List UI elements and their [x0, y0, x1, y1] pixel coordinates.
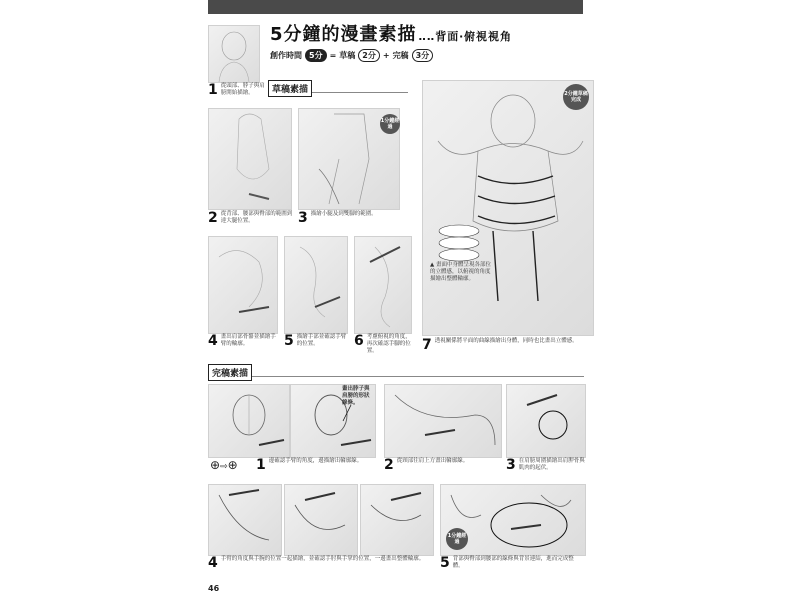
two-minute-badge: 2分鐘草稿完成 [563, 84, 589, 110]
final-time: 3分 [412, 49, 434, 62]
title-subtitle: ‥‥背面‧俯視視角 [418, 30, 513, 43]
final-photo-5 [208, 484, 282, 556]
final-photo-6 [284, 484, 358, 556]
step-number: 7 [422, 337, 432, 353]
draft-time-label: 草稿 [339, 51, 356, 60]
equals-sign: = [329, 51, 337, 60]
step-text: 從頭部、脖子與肩膀開始描繪。 [220, 83, 265, 96]
top-bar [208, 0, 583, 14]
step-text: 描繪手部並確認手臂的位置。 [296, 334, 347, 347]
total-time: 5分 [305, 49, 327, 62]
step-number: 1 [256, 457, 266, 473]
title-main: 5分鐘的漫畫素描 [270, 24, 417, 45]
head-symbols [210, 458, 238, 472]
draft-step-7 [422, 338, 594, 352]
step-text: 背部與臀部到腰部的線條與背景連結，進而完成整體。 [452, 556, 574, 569]
step-number: 2 [208, 210, 218, 226]
draft-step-6 [354, 334, 416, 355]
step-number: 5 [284, 333, 294, 349]
plus-sign: + [382, 51, 390, 60]
step-text: 描繪小腿及到雙腳的範圍。 [310, 211, 377, 217]
step-number: 6 [354, 333, 364, 349]
draft-note: ▲ 畫面中身體呈現各部位的立體感，以俯視的角度描繪出整體輪廓。 [430, 262, 491, 282]
draft-section-label: 草稿素描 [268, 80, 312, 97]
draft-step-3 [298, 211, 402, 225]
step-number: 5 [440, 555, 450, 571]
final-step-5 [440, 556, 584, 570]
step-text: 在肩膀周圍描繪出肩胛骨與肌肉的起伏。 [518, 458, 585, 471]
one-minute-badge: 1分鐘經過 [380, 114, 400, 134]
step-text: 從頸部往肩上方畫出輪廓線。 [396, 458, 469, 464]
draft-photo-2 [208, 108, 292, 210]
step-number: 2 [384, 457, 394, 473]
time-label: 創作時間 [270, 51, 302, 60]
step-text: 手臂的角度與手腕的位置一起描繪，並確認手肘與手掌的位置，一邊畫出整體輪廓。 [220, 556, 425, 562]
final-step-3 [506, 458, 586, 472]
draft-step-5 [284, 334, 350, 348]
final-step-2 [384, 458, 494, 472]
draft-step-1 [208, 83, 268, 97]
final-one-minute-badge: 1分鐘經過 [446, 528, 468, 550]
step-number: 3 [506, 457, 516, 473]
draft-time: 2分 [358, 49, 380, 62]
draft-photo-4 [208, 236, 278, 334]
step-text: 考慮俯視的角度，再次確認手腳的位置。 [366, 334, 411, 354]
step-number: 4 [208, 333, 218, 349]
step-number: 1 [208, 82, 218, 98]
step-text: 透視關係將平面的曲線描繪出身體，同時也比畫出立體感。 [434, 338, 578, 344]
final-section-label: 完稿素描 [208, 364, 252, 381]
page-title [270, 20, 512, 46]
draft-photo-7 [422, 80, 594, 336]
final-photo-7 [360, 484, 434, 556]
page-number: 46 [208, 584, 220, 593]
head-side-symbol: ⊕ [227, 458, 238, 472]
draft-photo-5 [284, 236, 348, 334]
arrow-symbol: ⇨ [220, 462, 228, 472]
step-number: 4 [208, 555, 218, 571]
final-section-rule [208, 376, 584, 377]
time-info [270, 49, 433, 62]
draft-photo-6 [354, 236, 412, 334]
draft-step-4 [208, 334, 280, 348]
step-text: 畫出肩部骨骼並描繪手臂的輪廓。 [220, 334, 276, 347]
draft-step-2 [208, 211, 294, 225]
final-photo-1 [208, 384, 290, 458]
step-text: 邊確認手臂的角度，邊描繪出輪廓線。 [268, 458, 363, 464]
step-number: 3 [298, 210, 308, 226]
head-front-symbol: ⊕ [210, 458, 221, 472]
step-text: 從背部、腰部與臀部的範圍到達大腿位置。 [220, 211, 293, 224]
final-step-1 [256, 458, 376, 472]
final-photo-4 [506, 384, 586, 458]
final-photo-3 [384, 384, 502, 458]
draft-photo-1 [208, 25, 260, 83]
final-step-4 [208, 556, 434, 570]
final-time-label: 完稿 [392, 51, 409, 60]
final-callout: 畫出脖子與肩膀的形狀線條。 [342, 386, 370, 406]
